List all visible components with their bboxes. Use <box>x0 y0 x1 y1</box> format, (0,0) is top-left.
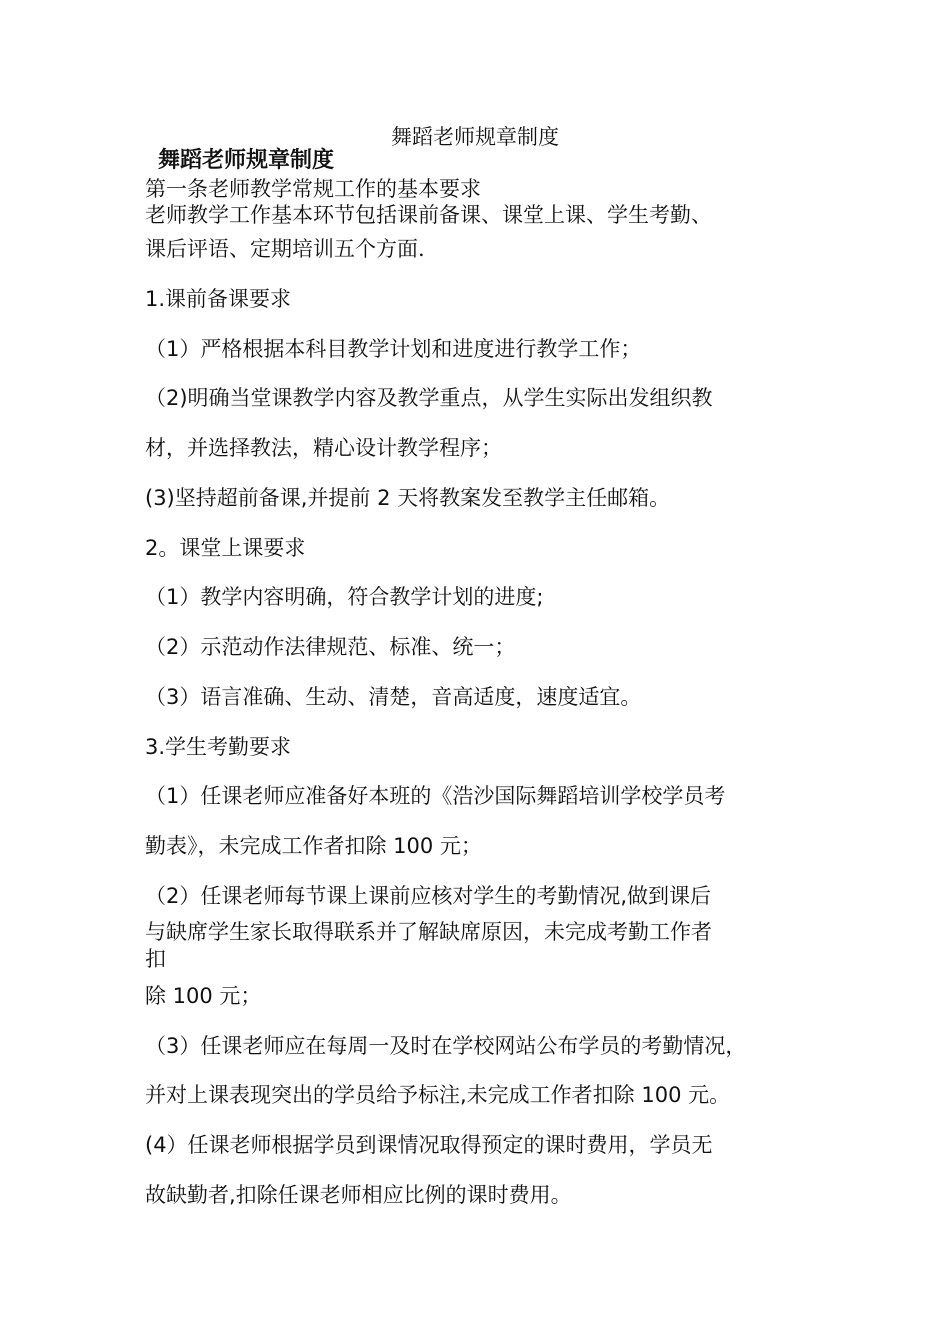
section2-heading: 2。课堂上课要求 <box>145 536 306 560</box>
doc-title: 舞蹈老师规章制度 <box>158 148 335 173</box>
section3-item: 故缺勤者,扣除任课老师相应比例的课时费用。 <box>145 1183 572 1207</box>
section2-item: （1）教学内容明确，符合教学计划的进度; <box>145 585 544 609</box>
section3-item: 并对上课表现突出的学员给予标注,未完成工作者扣除 100 元。 <box>145 1083 731 1107</box>
section3-item: 除 100 元； <box>145 984 262 1008</box>
intro-line-1: 老师教学工作基本环节包括课前备课、课堂上课、学生考勤、 <box>145 203 712 227</box>
section1-item: 材，并选择教法，精心设计教学程序； <box>145 436 502 460</box>
section1-item: (3)坚持超前备课,并提前 2 天将教案发至教学主任邮箱。 <box>145 486 671 510</box>
section2-item: （3）语言准确、生动、清楚，音高适度，速度适宜。 <box>145 685 642 709</box>
section3-item: 扣 <box>145 947 166 971</box>
section3-item: (4）任课老师根据学员到课情况取得预定的课时费用，学员无 <box>145 1133 713 1157</box>
header-title: 舞蹈老师规章制度 <box>391 125 559 149</box>
article-heading: 第一条老师教学常规工作的基本要求 <box>145 177 481 201</box>
section3-item: 勤表》，未完成工作者扣除 100 元； <box>145 834 482 858</box>
section3-item: （3）任课老师应在每周一及时在学校网站公布学员的考勤情况， <box>145 1034 747 1058</box>
section3-item: （2）任课老师每节课上课前应核对学生的考勤情况,做到课后 <box>145 884 712 908</box>
intro-line-2: 课后评语、定期培训五个方面. <box>145 237 425 261</box>
section3-item: 与缺席学生家长取得联系并了解缺席原因，未完成考勤工作者 <box>145 920 712 944</box>
section1-heading: 1.课前备课要求 <box>145 287 292 311</box>
section2-item: （2）示范动作法律规范、标准、统一； <box>145 635 516 659</box>
section1-item: （2)明确当堂课教学内容及教学重点，从学生实际出发组织教 <box>145 386 713 410</box>
section1-item: （1）严格根据本科目教学计划和进度进行教学工作； <box>145 337 642 361</box>
section3-heading: 3.学生考勤要求 <box>145 735 292 759</box>
section3-item: （1）任课老师应准备好本班的《浩沙国际舞蹈培训学校学员考 <box>145 784 726 808</box>
